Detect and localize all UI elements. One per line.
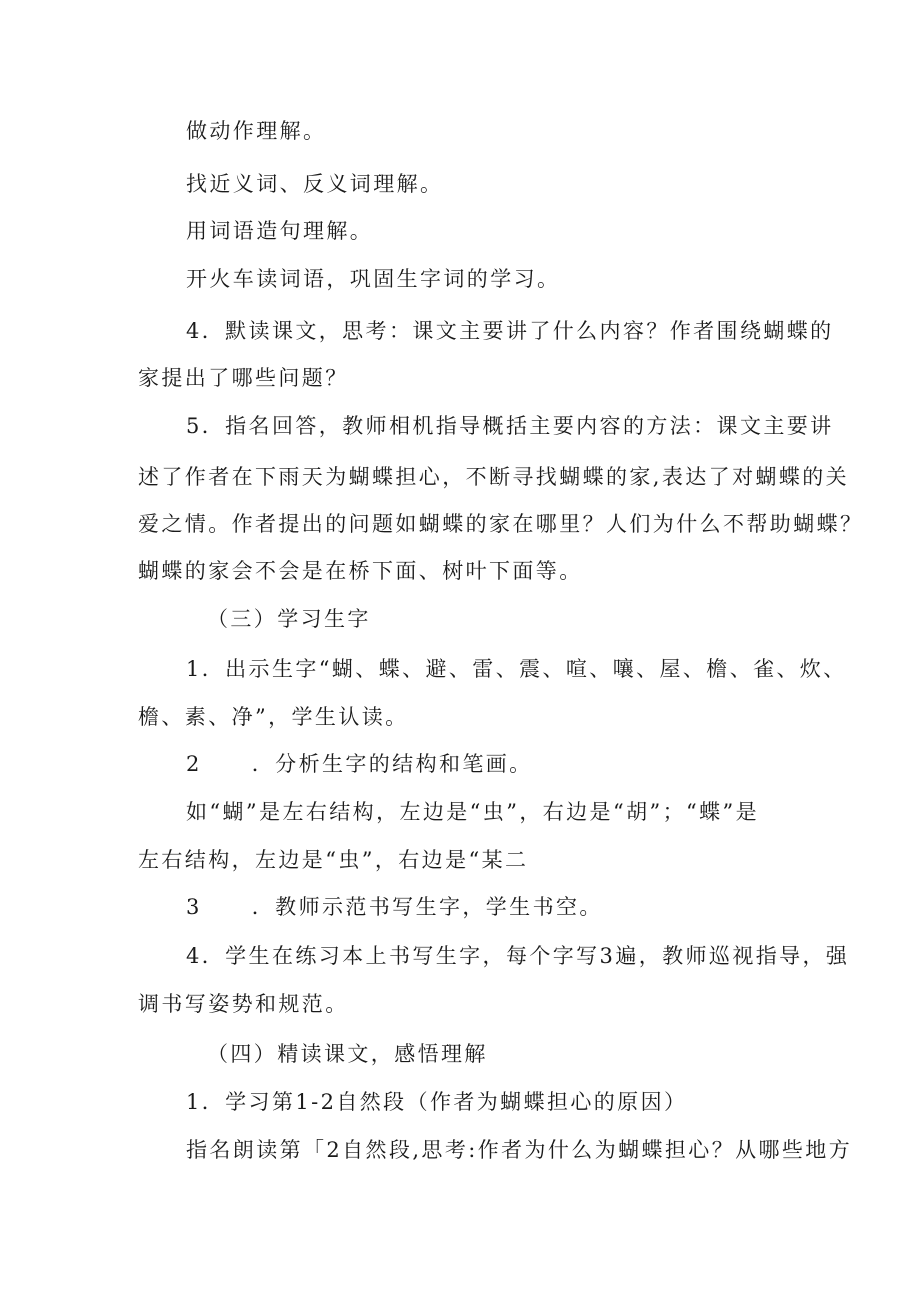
step-5-line-1: 5．指名回答，教师相机指导概括主要内容的方法：课文主要讲 xyxy=(186,414,834,438)
method-act-out: 做动作理解。 xyxy=(186,119,327,143)
chars-step-4-line-1: 4．学生在练习本上书写生字，每个字写3遍，教师巡视指导，强 xyxy=(186,944,850,968)
step-text: ．教师示范书写生字，学生书空。 xyxy=(251,895,603,919)
section-heading-4: （四）精读课文，感悟理解 xyxy=(207,1042,488,1066)
chars-example-line-2: 左右结构，左边是“虫”，右边是“某二 xyxy=(138,848,529,872)
chars-step-2 xyxy=(186,751,846,777)
step-4-line-2: 家提出了哪些问题？ xyxy=(138,366,349,390)
step-number: 3 xyxy=(186,895,202,919)
step-number: 2 xyxy=(186,752,202,776)
reading-step-1-question: 指名朗读第「2自然段,思考:作者为什么为蝴蝶担心？从哪些地方 xyxy=(186,1138,853,1162)
method-synonyms: 找近义词、反义词理解。 xyxy=(186,172,444,196)
method-sentences: 用词语造句理解。 xyxy=(186,219,374,243)
reading-step-1: 1．学习第1-2自然段（作者为蝴蝶担心的原因） xyxy=(186,1090,688,1114)
method-train-reading: 开火车读词语，巩固生字词的学习。 xyxy=(186,267,561,291)
step-5-line-2: 述了作者在下雨天为蝴蝶担心，不断寻找蝴蝶的家,表达了对蝴蝶的关 xyxy=(138,465,850,489)
chars-step-1-line-2: 檐、素、净”，学生认读。 xyxy=(138,705,409,729)
step-text: ．分析生字的结构和笔画。 xyxy=(251,752,533,776)
chars-step-4-line-2: 调书写姿势和规范。 xyxy=(138,992,349,1016)
step-5-line-3: 爱之情。作者提出的问题如蝴蝶的家在哪里？人们为什么不帮助蝴蝶？ xyxy=(138,512,864,536)
chars-step-1-line-1: 1．出示生字“蝴、蝶、避、雷、震、喧、嚷、屋、檐、雀、炊、 xyxy=(186,657,847,681)
step-5-line-4: 蝴蝶的家会不会是在桥下面、树叶下面等。 xyxy=(138,559,583,583)
section-heading-3: （三）学习生字 xyxy=(207,607,371,631)
step-4-line-1: 4．默读课文，思考：课文主要讲了什么内容？作者围绕蝴蝶的 xyxy=(186,319,834,343)
chars-example-line-1: 如“蝴”是左右结构，左边是“虫”，右边是“胡”；“蝶”是 xyxy=(186,800,760,824)
chars-step-3 xyxy=(186,894,846,920)
